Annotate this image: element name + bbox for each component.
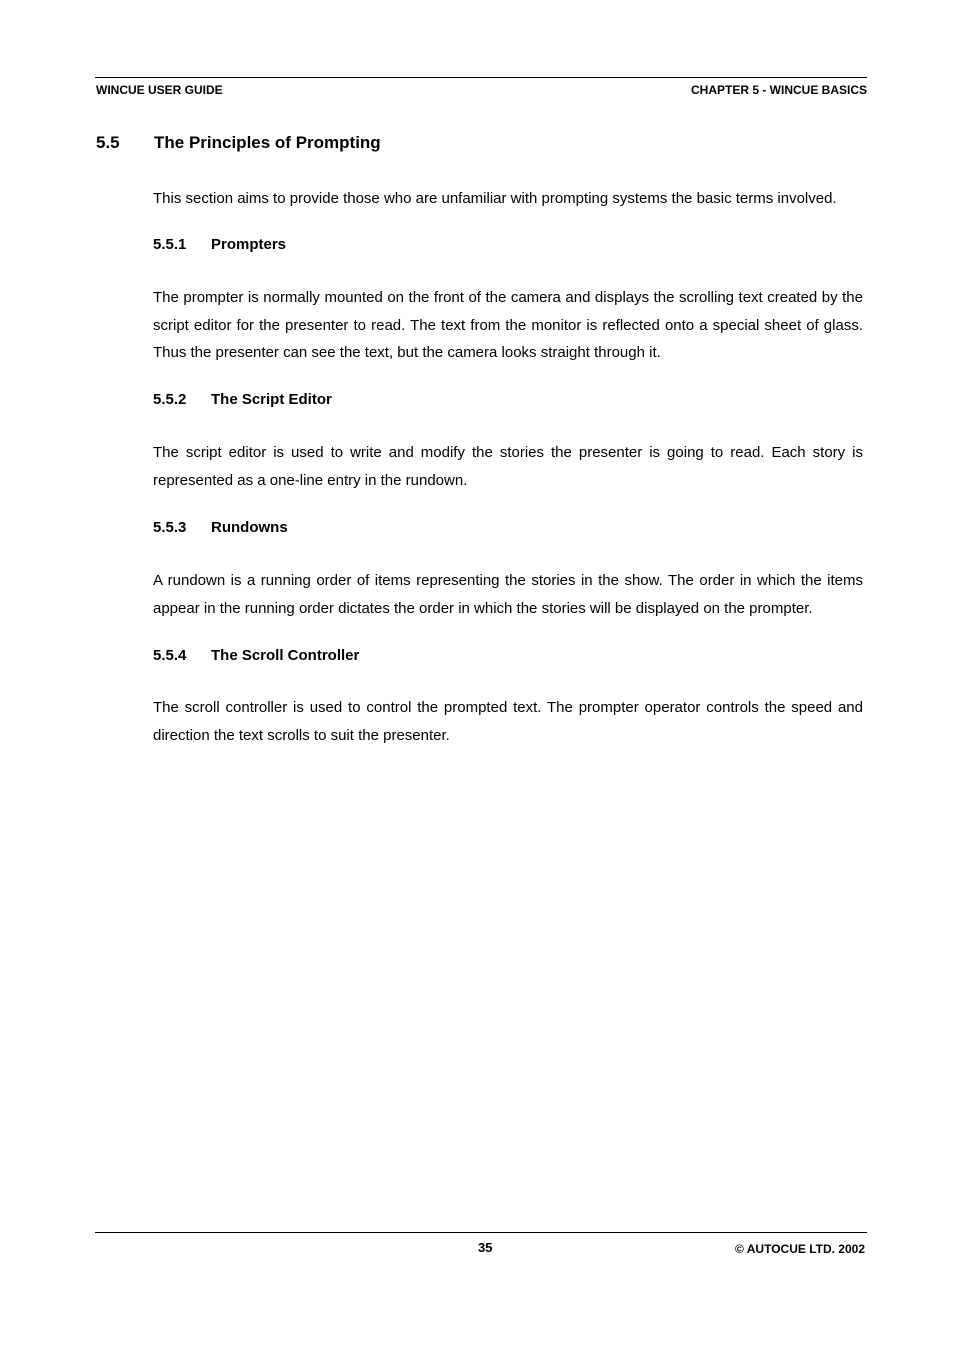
body-paragraph: A rundown is a running order of items representing the stories in the show. The order in which the items appear in the running order dictates the order in which the stories will be displayed on the prompter. bbox=[153, 572, 863, 617]
body-paragraph: The prompter is normally mounted on the front of the camera and displays the scrolling text created by the script editor for the presenter to read. The text from the monitor is reflected onto a special sheet of glass. Thus the presenter can see the text, but the camera looks straight through it. bbox=[153, 289, 863, 361]
header-chapter-title: CHAPTER 5 - WINCUE BASICS bbox=[690, 83, 867, 97]
section-number: 5.5 bbox=[96, 133, 120, 152]
section-intro bbox=[153, 185, 863, 213]
subsection-heading-script-editor bbox=[153, 391, 332, 408]
section-heading bbox=[96, 133, 381, 153]
subsection-number: 5.5.3 bbox=[153, 519, 187, 536]
subsection-body-prompters bbox=[153, 284, 863, 367]
section-title: The Principles of Prompting bbox=[154, 133, 381, 152]
subsection-number: 5.5.4 bbox=[153, 647, 187, 664]
subsection-title: Prompters bbox=[211, 236, 287, 253]
intro-paragraph: This section aims to provide those who are unfamiliar with prompting systems the basic terms involved. bbox=[153, 190, 837, 207]
subsection-number: 5.5.1 bbox=[153, 236, 187, 253]
subsection-number: 5.5.2 bbox=[153, 391, 187, 408]
body-paragraph: The script editor is used to write and modify the stories the presenter is going to read. Each story is represented as a one-line entry in the rundown. bbox=[153, 444, 863, 489]
page-footer bbox=[95, 1232, 867, 1256]
page-header bbox=[95, 77, 867, 97]
subsection-title: The Script Editor bbox=[211, 391, 332, 408]
header-guide-title: WINCUE USER GUIDE bbox=[96, 83, 223, 97]
page-number: 35 bbox=[478, 1240, 493, 1255]
subsection-body-script-editor bbox=[153, 439, 863, 494]
body-paragraph: The scroll controller is used to control the prompted text. The prompter operator controls the speed and direction the text scrolls to suit the presenter. bbox=[153, 699, 863, 744]
subsection-title: Rundowns bbox=[211, 519, 288, 536]
subsection-heading-rundowns bbox=[153, 519, 288, 536]
subsection-heading-scroll-controller bbox=[153, 647, 359, 664]
subsection-heading-prompters bbox=[153, 236, 286, 253]
copyright-notice: © AUTOCUE LTD. 2002 bbox=[735, 1242, 865, 1256]
subsection-title: The Scroll Controller bbox=[211, 647, 360, 664]
subsection-body-rundowns bbox=[153, 567, 863, 622]
subsection-body-scroll-controller bbox=[153, 694, 863, 749]
